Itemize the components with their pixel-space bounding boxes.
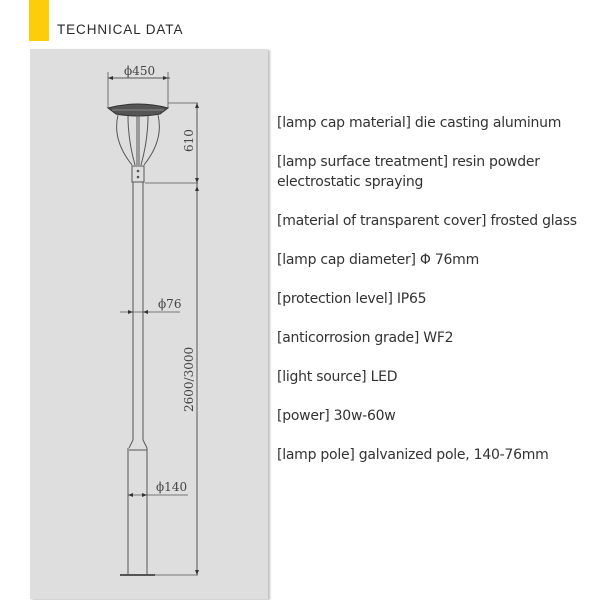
pole-base-diameter-label: ϕ140 (156, 480, 188, 494)
technical-drawing-panel (30, 49, 268, 599)
cap-height-label: 610 (182, 129, 196, 152)
pole-top-diameter-label: ϕ76 (158, 297, 182, 311)
spec-light-source: [light source] LED (277, 369, 398, 385)
pole-height-label: 2600/3000 (182, 346, 196, 412)
spec-anticorrosion-grade: [anticorrosion grade] WF2 (277, 330, 454, 346)
spec-protection-level: [protection level] IP65 (277, 291, 427, 307)
spec-power: [power] 30w-60w (277, 408, 396, 424)
title-accent-bar (29, 0, 49, 41)
spec-lamp-cap-material: [lamp cap material] die casting aluminum (277, 115, 562, 131)
cap-diameter-label: ϕ450 (124, 64, 156, 78)
spec-transparent-cover-material: [material of transparent cover] frosted glass (277, 213, 577, 229)
spec-list (277, 113, 587, 484)
lamp-post-drawing (30, 49, 268, 599)
section-title: TECHNICAL DATA (57, 22, 184, 37)
spec-lamp-cap-diameter: [lamp cap diameter] Φ 76mm (277, 252, 479, 268)
spec-lamp-surface-treatment: [lamp surface treatment] resin powder electrostatic spraying (277, 154, 540, 190)
spec-lamp-pole: [lamp pole] galvanized pole, 140-76mm (277, 447, 549, 463)
